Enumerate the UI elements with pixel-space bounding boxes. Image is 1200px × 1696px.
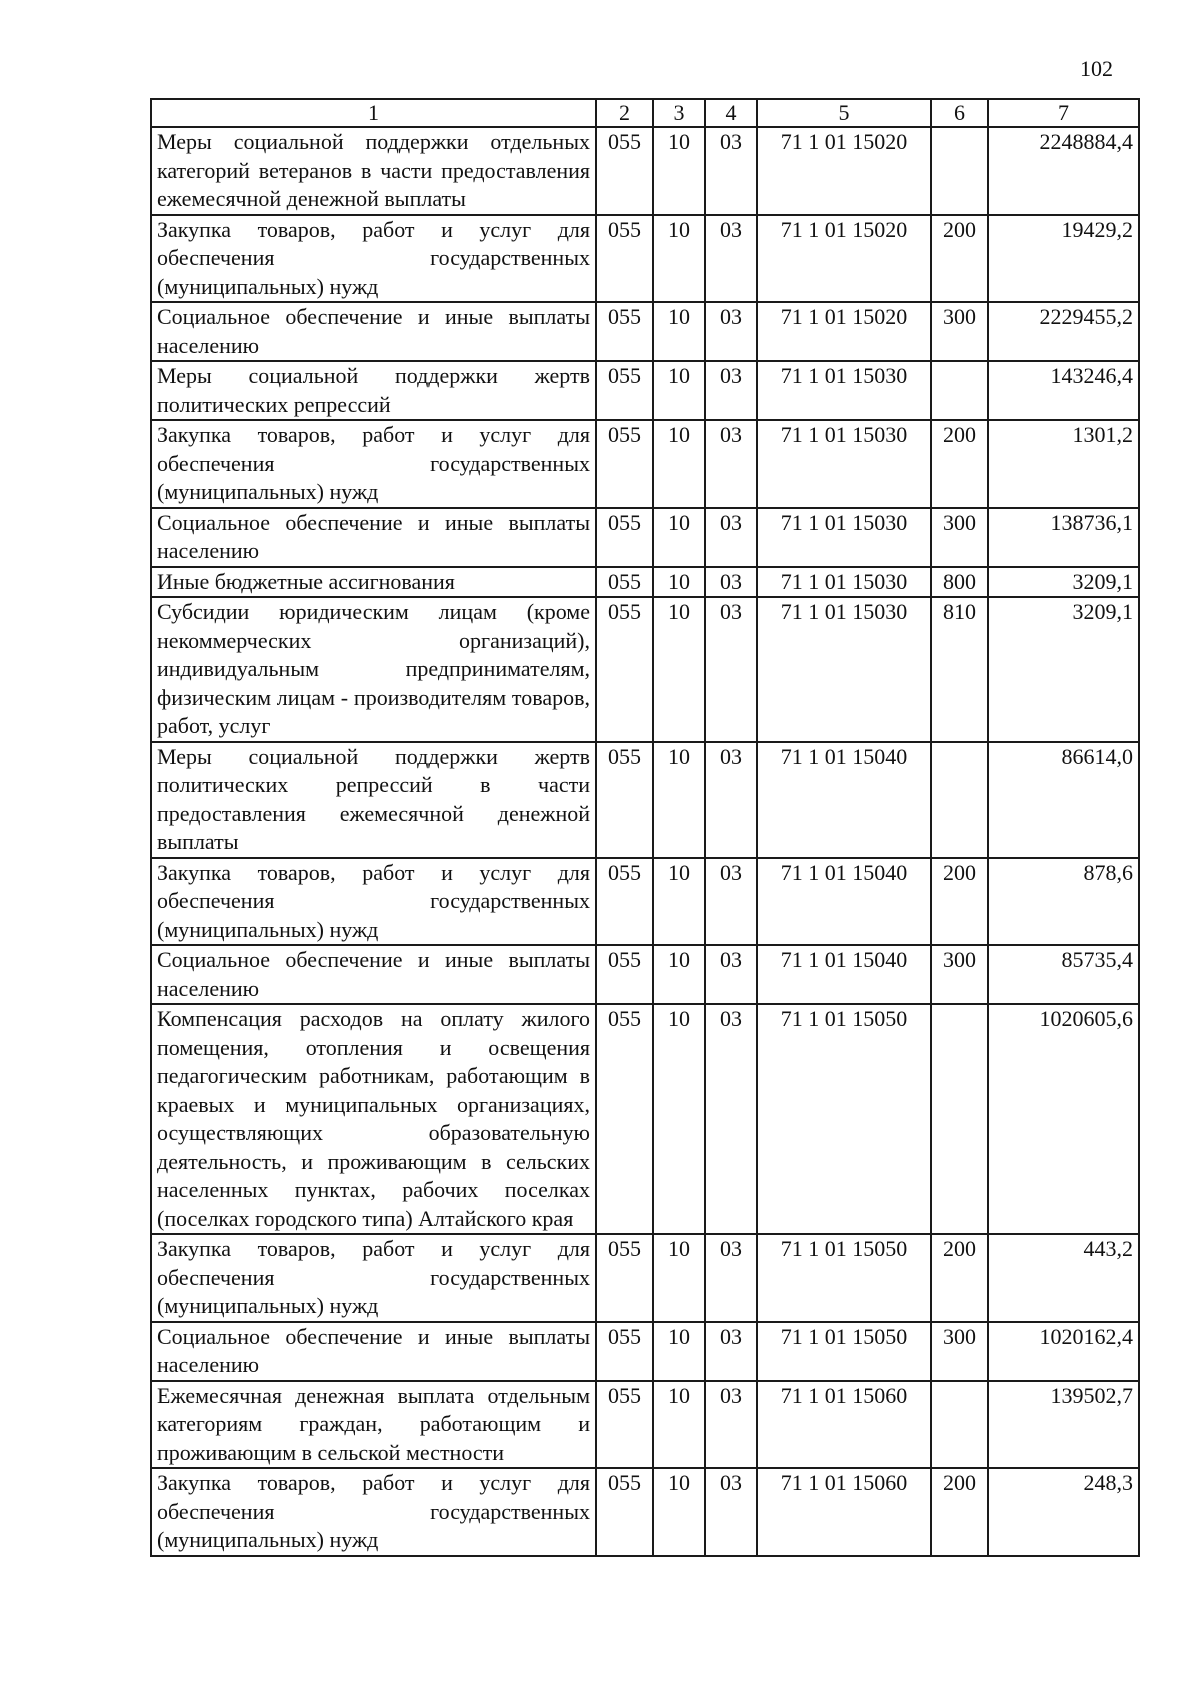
table-row (151, 1004, 1139, 1234)
row-section-code: 10 (653, 361, 705, 420)
row-section-code: 10 (653, 420, 705, 508)
row-expense-type (931, 1004, 988, 1234)
row-sum: 2229455,2 (988, 302, 1139, 361)
row-name: Ежемесячная денежная выплата отдельным категориям граждан, работающим и проживающим в сельской местности (151, 1381, 596, 1469)
row-target-article: 71 1 01 15060 (757, 1381, 931, 1469)
row-name: Меры социальной поддержки жертв политических репрессий в части предоставления ежемесячной денежной выплаты (151, 742, 596, 858)
row-ved-code: 055 (596, 1381, 653, 1469)
row-expense-type: 200 (931, 1234, 988, 1322)
table-row (151, 1322, 1139, 1381)
row-subsection-code: 03 (705, 567, 757, 598)
row-ved-code: 055 (596, 1322, 653, 1381)
row-subsection-code: 03 (705, 858, 757, 946)
row-name: Социальное обеспечение и иные выплаты населению (151, 945, 596, 1004)
row-subsection-code: 03 (705, 361, 757, 420)
row-expense-type (931, 127, 988, 215)
column-header: 4 (705, 99, 757, 127)
row-expense-type: 300 (931, 1322, 988, 1381)
row-subsection-code: 03 (705, 127, 757, 215)
row-section-code: 10 (653, 302, 705, 361)
table-row (151, 361, 1139, 420)
row-subsection-code: 03 (705, 420, 757, 508)
row-target-article: 71 1 01 15020 (757, 302, 931, 361)
row-section-code: 10 (653, 127, 705, 215)
row-name: Субсидии юридическим лицам (кроме некоммерческих организаций), индивидуальным предпринимателям, физическим лицам - производителям товаров, работ, услуг (151, 597, 596, 742)
row-sum: 248,3 (988, 1468, 1139, 1556)
table-row (151, 742, 1139, 858)
row-name: Социальное обеспечение и иные выплаты населению (151, 302, 596, 361)
row-subsection-code: 03 (705, 215, 757, 303)
row-section-code: 10 (653, 215, 705, 303)
row-sum: 86614,0 (988, 742, 1139, 858)
column-header: 7 (988, 99, 1139, 127)
row-section-code: 10 (653, 1468, 705, 1556)
row-target-article: 71 1 01 15040 (757, 742, 931, 858)
page-number: 102 (1080, 56, 1113, 81)
row-sum: 3209,1 (988, 567, 1139, 598)
row-ved-code: 055 (596, 361, 653, 420)
table-body (151, 127, 1139, 1556)
row-name: Меры социальной поддержки отдельных категорий ветеранов в части предоставления ежемесячной денежной выплаты (151, 127, 596, 215)
table-row (151, 302, 1139, 361)
row-target-article: 71 1 01 15030 (757, 508, 931, 567)
table-row (151, 420, 1139, 508)
table-row (151, 1381, 1139, 1469)
row-target-article: 71 1 01 15030 (757, 361, 931, 420)
row-sum: 85735,4 (988, 945, 1139, 1004)
row-sum: 138736,1 (988, 508, 1139, 567)
table-row (151, 215, 1139, 303)
row-target-article: 71 1 01 15040 (757, 945, 931, 1004)
row-ved-code: 055 (596, 858, 653, 946)
column-header: 5 (757, 99, 931, 127)
row-subsection-code: 03 (705, 1004, 757, 1234)
row-name: Закупка товаров, работ и услуг для обеспечения государственных (муниципальных) нужд (151, 1234, 596, 1322)
row-expense-type: 200 (931, 1468, 988, 1556)
row-target-article: 71 1 01 15050 (757, 1004, 931, 1234)
row-subsection-code: 03 (705, 1468, 757, 1556)
row-target-article: 71 1 01 15020 (757, 127, 931, 215)
row-section-code: 10 (653, 858, 705, 946)
row-target-article: 71 1 01 15020 (757, 215, 931, 303)
row-name: Иные бюджетные ассигнования (151, 567, 596, 598)
row-section-code: 10 (653, 945, 705, 1004)
row-ved-code: 055 (596, 508, 653, 567)
table-row (151, 567, 1139, 598)
row-expense-type (931, 742, 988, 858)
row-ved-code: 055 (596, 597, 653, 742)
row-section-code: 10 (653, 1381, 705, 1469)
table-row (151, 945, 1139, 1004)
table-row (151, 1234, 1139, 1322)
row-target-article: 71 1 01 15040 (757, 858, 931, 946)
row-expense-type: 200 (931, 420, 988, 508)
row-section-code: 10 (653, 567, 705, 598)
row-subsection-code: 03 (705, 1322, 757, 1381)
row-target-article: 71 1 01 15050 (757, 1322, 931, 1381)
table-row (151, 1468, 1139, 1556)
column-header: 6 (931, 99, 988, 127)
row-section-code: 10 (653, 742, 705, 858)
row-ved-code: 055 (596, 742, 653, 858)
table-row (151, 597, 1139, 742)
row-expense-type: 800 (931, 567, 988, 598)
row-sum: 139502,7 (988, 1381, 1139, 1469)
row-target-article: 71 1 01 15050 (757, 1234, 931, 1322)
row-sum: 2248884,4 (988, 127, 1139, 215)
row-expense-type (931, 1381, 988, 1469)
budget-table (150, 98, 1140, 1557)
row-ved-code: 055 (596, 1234, 653, 1322)
row-section-code: 10 (653, 1234, 705, 1322)
row-name: Закупка товаров, работ и услуг для обеспечения государственных (муниципальных) нужд (151, 858, 596, 946)
row-name: Социальное обеспечение и иные выплаты населению (151, 1322, 596, 1381)
row-name: Меры социальной поддержки жертв политических репрессий (151, 361, 596, 420)
row-name: Закупка товаров, работ и услуг для обеспечения государственных (муниципальных) нужд (151, 1468, 596, 1556)
row-section-code: 10 (653, 1322, 705, 1381)
row-subsection-code: 03 (705, 945, 757, 1004)
row-sum: 878,6 (988, 858, 1139, 946)
row-expense-type: 300 (931, 945, 988, 1004)
row-name: Компенсация расходов на оплату жилого помещения, отопления и освещения педагогическим работникам, работающим в краевых и муниципальных организациях, осуществляющих образовательную деятельность, и проживающим в сельских населенных пунктах, рабочих поселках (поселках городского типа) Алтайского края (151, 1004, 596, 1234)
row-ved-code: 055 (596, 127, 653, 215)
row-sum: 443,2 (988, 1234, 1139, 1322)
row-subsection-code: 03 (705, 742, 757, 858)
row-name: Закупка товаров, работ и услуг для обеспечения государственных (муниципальных) нужд (151, 420, 596, 508)
row-target-article: 71 1 01 15030 (757, 567, 931, 598)
row-sum: 143246,4 (988, 361, 1139, 420)
table-row (151, 858, 1139, 946)
row-ved-code: 055 (596, 945, 653, 1004)
row-subsection-code: 03 (705, 508, 757, 567)
row-target-article: 71 1 01 15060 (757, 1468, 931, 1556)
row-name: Социальное обеспечение и иные выплаты населению (151, 508, 596, 567)
row-target-article: 71 1 01 15030 (757, 597, 931, 742)
row-subsection-code: 03 (705, 1381, 757, 1469)
row-ved-code: 055 (596, 1468, 653, 1556)
row-ved-code: 055 (596, 1004, 653, 1234)
row-sum: 19429,2 (988, 215, 1139, 303)
row-name: Закупка товаров, работ и услуг для обеспечения государственных (муниципальных) нужд (151, 215, 596, 303)
row-subsection-code: 03 (705, 302, 757, 361)
row-section-code: 10 (653, 1004, 705, 1234)
column-header: 1 (151, 99, 596, 127)
row-expense-type: 200 (931, 215, 988, 303)
row-target-article: 71 1 01 15030 (757, 420, 931, 508)
header-row (151, 99, 1139, 127)
row-subsection-code: 03 (705, 597, 757, 742)
row-expense-type: 200 (931, 858, 988, 946)
row-expense-type: 300 (931, 302, 988, 361)
row-sum: 1020605,6 (988, 1004, 1139, 1234)
row-sum: 1020162,4 (988, 1322, 1139, 1381)
row-section-code: 10 (653, 597, 705, 742)
row-ved-code: 055 (596, 567, 653, 598)
table-row (151, 127, 1139, 215)
row-ved-code: 055 (596, 215, 653, 303)
row-section-code: 10 (653, 508, 705, 567)
row-expense-type: 300 (931, 508, 988, 567)
row-subsection-code: 03 (705, 1234, 757, 1322)
column-header: 3 (653, 99, 705, 127)
row-expense-type (931, 361, 988, 420)
column-header: 2 (596, 99, 653, 127)
row-sum: 3209,1 (988, 597, 1139, 742)
row-ved-code: 055 (596, 302, 653, 361)
row-expense-type: 810 (931, 597, 988, 742)
row-sum: 1301,2 (988, 420, 1139, 508)
row-ved-code: 055 (596, 420, 653, 508)
table-row (151, 508, 1139, 567)
